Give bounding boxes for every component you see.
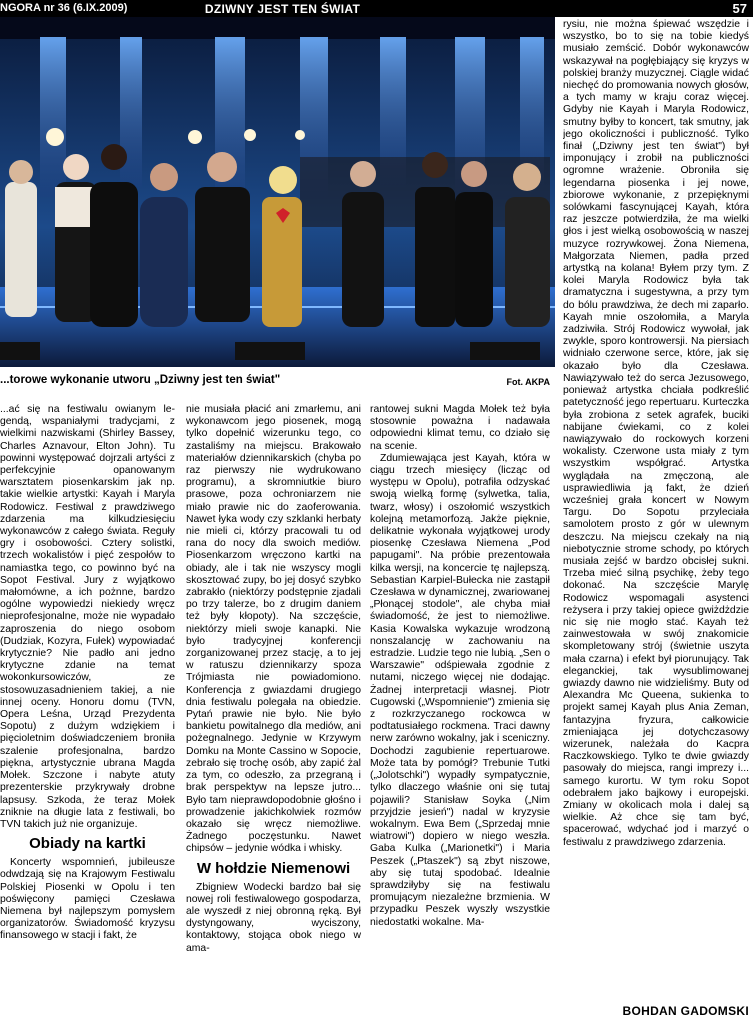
photo-caption: ...torowe wykonanie utworu „Dziwny jest ten świat" <box>0 374 281 386</box>
article-column-4 <box>563 19 749 1004</box>
paragraph: rantowej sukni Magda Mołek też była stosownie poważna i nadawała odpowiedni klimat temu, co działo się na scenie. <box>370 404 550 452</box>
paragraph: rysiu, nie można śpiewać wszędzie i wszystko, bo to się na tobie kiedyś musiało zemścić. Dobór wykonawców wskazywał na pogłębiający się kryzys w polskiej branży muzycznej. Ciągle widać niechęć do promowania nowych głosów, a tych mamy w kraju coraz więcej. Gdyby nie Kayah i Maryla Rodowicz, smutny byłby to koncert, tak smutny, jak jego okoliczności i publiczność. Tylko finał („Dziwny jest ten świat") był imponujący i zrobił na publiczności ogromne wrażenie. Obroniła się legendarna piosenka i jej nowe, zbiorowe wykonanie, z przepięknymi solówkami fascynującej Kayah, która raz jeszcze potwierdziła, że ma wielki głos i jest wielką osobowością w naszej muzyce rozrywkowej. Żona Niemena, Małgorzata Niemen, padła przed artystką na kolana! Byłem przy tym. Z kolei Maryla Rodowicz była tak dramatyczna i sugestywna, a przy tym do bólu prawdziwa, że dech mi zaparło. Kayah mnie oszołomiła, a Maryla zadziwiła. Strój Rodowicz wywołał, jak zwykle, sporo kontrowersji. Na piersiach widniało czerwone serce, które, jak się okazało było dla Czesława. Nawiązywało też do serca Jezusowego, ponieważ artystka chciała podkreślić patetyczność jego repertuaru. Kurteczka była zrobiona z setek agrafek, buciki nabijane ćwiekami, co z kolei nawiązywało do rockowych korzeni wokalisty. Czerwone usta miały z tym wszystkim współgrać. Artystka wyglądała na zmęczoną, ale usprawiedliwia ją fakt, że dzień wcześniej grała koncert w Nowym Targu. Do Sopotu przyleciała samolotem prosto z gór w ulewnym deszczu. Na miejscu czekały na nią niebotycznie strome schody, po których musiała zejść w bardzo obcisłej sukni. Trzeba mieć silną psychikę, żeby tego dokonać. Na szczęście Marylę Rodowicz wspomagali asystenci reżysera i przy takiej opiece gwiżdżdzie nic się nie mogło stać. Kayah też zainwestowała w swój znakomicie skompletowany strój (świetnie uszyta mała czarna) i efekt był piorunujący. Tak eleganckiej, tak wysublimowanej gwiazdy dawno nie widzieliśmy. Buty od Alexandra Mc Queena, sukienka to projekt samej Kayah plus Ania Zeman, fantazyjna fryzura, całkowicie zmieniająca jej dotychczasowy wizerunek, należała do Kacpra Raczkowskiego. Tylko te dwie gwiazdy pasowały do miejsca, rangi imprezy i... samego kurortu. W tym roku Sopot odebrałem jako bajkowy i europejski. Zmiany w okolicach mola i dalej są wielkie. Aż chce się tam być, spacerować, wdychać jod i marzyć o festiwalu z prawdziwego zdarzenia. <box>563 19 749 848</box>
paragraph: ...ać się na festiwalu owianym le- gendą, wspaniałymi tradycjami, z wielkimi nazwiskami (Shirley Bassey, Charles Aznavour, Elton John). Tu powinni występować dojrzali artyści z perfekcyjnie opanowanym warsztatem piosenkarskim jak np. takie wielkie artystki: Kayah i Maryla Rodowicz. Festiwal z prawdziwego zdarzenia ma kilkudziesięciu wykonawców z całego świata. Reguły gry i osobowości. Cztery solistki, trzech wokalistów i pięć zespołów to namiastka tego, co powinno być na Sopot Festival. Jury z wyjątkowo małomówne, a ich pożnne, bardzo ogólne wypowiedzi niekiedy wręcz nieprofesjonalne, może nie wypadało zaproszenia do niego osobom (Dudziak, Kozyra, Fułek) wypowiadać krytycznie? Nie padło ani jedno krytyczne zdanie na temat wokonkursowiczów, ze stosowuzasadnieniem takiej, a nie innej oceny. Honoru domu (TVN, Opera Leśna, Urząd Prezydenta Sopotu) z dużym wdziękiem i pięcioletnim doświadczeniem broniła szalenie profesjonalna, bardzo piękna, artystycznie ubrana Magda Mołek. Szczone i nabyte atuty prezenterskie przykrywały drobne lapsusy. Szkoda, że teraz Mołek zniknie na długie lata z festiwali, bo TVN takich już nie organizuje. <box>0 404 175 830</box>
performers <box>5 144 550 327</box>
paragraph: nie musiała płacić ani zmarłemu, ani wykonawcom jego piosenek, mogą tylko dopełnić wizerunku tego, co zastaliśmy na miejscu. Brakowało materiałów dziennikarskich (chyba po raz pierwszy nie wydrukowano programu), a skromniutkie biuro prasowe, poza ochroniarzem nie miało prawie nic do zaoferowania. Nawet łyka wody czy szklanki herbaty nie mieli ci, którzy pracowali tu od rana do nocy dla swoich mediów. Piosenkarzom wręczono kartki na obiady, ale i tak nie wszyscy mogli skosztować zupy, bo jej dosyć szybko zabrakło (niektórzy podstępnie zjadali po trzy talerze, bo z drugim daniem też były kłopoty). Na szczęście, niektórzy mieli swoje kanapki. Nie było tradycyjnej konferencji zorganizowanej przez stację, a to jej w ratuszu dziennikarzy spoza Trójmiasta nie powiadomiono. Konferencja z gwiazdami drugiego dnia festiwalu polegała na obiedzie. Pytań prawie nie było. Nie było bankietu powitalnego dla mediów, ani pożegnalnego. Jedynie w Krzywym Domku na Monte Cassino w Sopocie, zebrało się trochę osób, aby zapić żal za tym, co odeszło, za przegraną i brak perspektyw na lepsze jutro... Było tam nieprawdopodobnie głośno i prowadzenie jakichkolwiek rozmów okazało się wręcz niemożliwe. Żadnego poczęstunku. Nawet chipsów – jedynie wódka i whisky. <box>186 404 361 855</box>
paragraph: Zbigniew Wodecki bardzo bał się nowej roli festiwalowego gospodarza, ale wyszedł z niej obronną ręką. Był dystyngowany, wyciszony, kontaktowy, stojąca obok niego w ama- <box>186 881 361 954</box>
paragraph: Koncerty wspomnień, jubileusze odwdzają się na Krajowym Festiwalu Polskiej Piosenki w Opolu i ten poświęcony pamięci Czesława Niemena był najlepszym pomysłem organizatorów. Świadomość kryzysu finansowego w stacji i fakt, że <box>0 857 175 942</box>
author-byline: BOHDAN GADOMSKI <box>622 1004 749 1018</box>
article-column-3 <box>370 404 550 1024</box>
subheading: Obiady na kartki <box>29 835 146 853</box>
issue-label: NGORA nr 36 (6.IX.2009) <box>0 2 128 14</box>
photo-credit: Fot. AKPA <box>506 377 550 387</box>
page-number: 57 <box>732 1 747 16</box>
stage-photo <box>0 17 555 367</box>
page-header <box>0 0 753 17</box>
section-title: DZIWNY JEST TEN ŚWIAT <box>204 2 361 16</box>
article-column-2 <box>186 404 361 1024</box>
paragraph: Zdumiewająca jest Kayah, która w ciągu trzech miesięcy (licząc od występu w Opolu), potrafiła odzyskać swoją wielką formę (sylwetka, talia, twarz, włosy) i oszołomić wszystkich kolejną metamorfozą. Jakże pięknie, delikatnie wykonała wyjątkowej urody piosenkę Czesława Niemena „Pod papugami". Na próbie prezentowała kilka wersji, na koncercie tę najlepszą. Sebastian Karpiel-Bułecka nie zastąpił Czesława w dynamicznej, zwariowanej „Płonącej stodole", ale chyba miał świadomość, że jest to niemożliwe. Kasia Kowalska wykazuje wrodzoną nonszalancję w zachowaniu na estradzie. Ludzie tego nie lubią. „Sen o Warszawie" odśpiewała zgodnie z nutami, niczego więcej nie dodając. Żadnej interpretacji własnej. Piotr Cugowski („Wspomnienie") zmienia się z rozkrzyczanego rockowca w podtatusiałego rockmena. Traci dawny nerw zarówno wokalny, jak i sceniczny. Dochodzi zagubienie repertuarowe. Może tata by pomógł? Trebunie Tutki („Jolotschki") wypadły sympatycznie, tylko dlaczego właśnie oni się tutaj pojawili? Stanisław Soyka („Nim przyjdzie jesień") nadal w kryzysie wokalnym. Ewa Bem („Sprzedaj mnie wiatrowi") dopiero w niego weszła. Gaba Kulka („Marionetki") i Maria Peszek („Ptaszek") są zbyt niszowe, aby się tutaj spodobać. Idealnie sprawdziłyby się na festiwalu promującym niezależne brzmienia. W przypadku Peszek wyszły wszystkie niedostatki wokalne. Ma- <box>370 452 550 928</box>
article-column-1 <box>0 404 175 1024</box>
stage-photo-illustration <box>0 17 555 367</box>
subheading: W hołdzie Niemenowi <box>196 859 351 877</box>
